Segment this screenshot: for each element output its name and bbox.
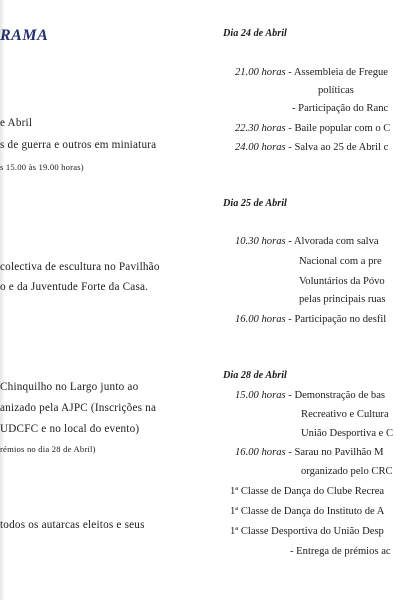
left-line: todos os autarcas eleitos e seus — [0, 519, 145, 531]
schedule-entry — [299, 257, 382, 268]
day-heading: Dia 28 de Abril — [223, 370, 287, 381]
entry-text: Recreativo e Cultura — [301, 409, 389, 420]
left-line: s 15.00 às 19.00 horas) — [0, 162, 84, 172]
left-line: s de guerra e outros em miniatura — [0, 139, 157, 151]
entry-text: - Baile popular com o C — [285, 123, 391, 134]
schedule-entry — [235, 237, 379, 248]
schedule-entry — [235, 448, 384, 459]
entry-time: 22.30 horas — [235, 123, 286, 134]
schedule-entry — [299, 295, 386, 306]
entry-time: 21.00 horas — [235, 67, 286, 78]
entry-text: pelas principais ruas — [299, 294, 386, 305]
entry-text: - Demonstração de bas — [285, 390, 386, 401]
schedule-entry — [230, 507, 384, 518]
left-line: e Abril — [0, 117, 33, 129]
schedule-entry — [301, 467, 393, 478]
entry-text: - Sarau no Pavilhão M — [285, 447, 384, 458]
schedule-entry — [230, 487, 384, 498]
entry-time: 16.00 horas — [235, 314, 286, 325]
day-heading: Dia 24 de Abril — [223, 28, 287, 39]
schedule-entry — [235, 124, 390, 135]
entry-text: - Participação no desfil — [285, 314, 387, 325]
schedule-entry — [301, 429, 393, 440]
entry-text: Voluntários da Póvo — [299, 276, 385, 287]
schedule-entry — [230, 527, 384, 538]
left-line: Chinquilho no Largo junto ao — [0, 381, 139, 393]
day-heading: Dia 25 de Abril — [223, 198, 287, 209]
left-line: UDCFC e no local do evento) — [0, 423, 140, 435]
schedule-entry — [318, 86, 354, 97]
left-line: colectiva de escultura no Pavilhão — [0, 261, 160, 273]
entry-time: 15.00 horas — [235, 390, 286, 401]
program-title: RAMA — [0, 27, 49, 44]
schedule-entry — [235, 143, 388, 154]
left-line: anizado pela AJPC (Inscrições na — [0, 402, 157, 414]
entry-time: 16.00 horas — [235, 447, 286, 458]
schedule-entry — [290, 547, 391, 558]
schedule-entry — [235, 315, 386, 326]
schedule-entry — [235, 68, 388, 79]
left-line: rémios no dia 28 de Abril) — [0, 444, 96, 454]
entry-text: - Entrega de prémios ac — [290, 546, 391, 557]
entry-text: Nacional com a pre — [299, 256, 382, 267]
left-line: o e da Juventude Forte da Casa. — [0, 281, 149, 293]
entry-text: - Salva ao 25 de Abril c — [285, 142, 389, 153]
schedule-entry — [299, 277, 385, 288]
entry-time: 24.00 horas — [235, 142, 286, 153]
entry-text: 1ª Classe Desportiva do União Desp — [230, 526, 384, 537]
entry-text: políticas — [318, 85, 354, 96]
entry-text: organizado pelo CRC — [301, 466, 393, 477]
entry-text: 1ª Classe de Dança do Instituto de A — [230, 506, 385, 517]
page-fold-shadow — [0, 0, 5, 600]
entry-time: 10.30 horas — [235, 236, 286, 247]
entry-text: União Desportiva e C — [301, 428, 394, 439]
schedule-entry — [292, 104, 388, 115]
schedule-entry — [301, 410, 389, 421]
entry-text: - Participação do Ranc — [292, 103, 389, 114]
entry-text: 1ª Classe de Dança do Clube Recrea — [230, 486, 385, 497]
entry-text: - Assembleia de Fregue — [285, 67, 389, 78]
schedule-entry — [235, 391, 385, 402]
entry-text: - Alvorada com salva — [285, 236, 379, 247]
